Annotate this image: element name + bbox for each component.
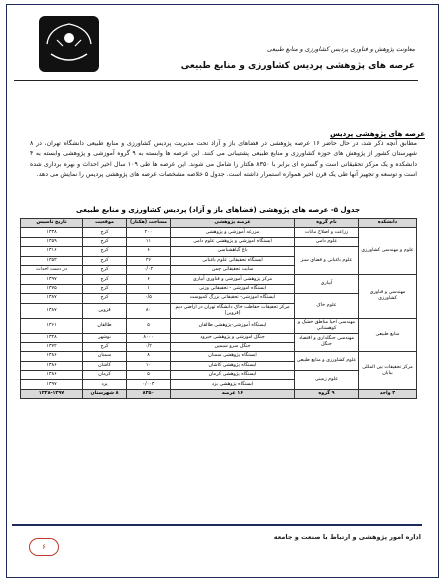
area-cell: ۶ xyxy=(127,247,171,256)
field-cell: مزرعه آموزشی و پژوهشی xyxy=(171,228,295,237)
area-cell: ۱۱ xyxy=(127,237,171,246)
table-row xyxy=(21,333,417,342)
page-title: عرصه های پژوهشی پردیس کشاورزی و منابع طبیعی xyxy=(180,61,415,71)
date-cell: ۱۳۹۷ xyxy=(21,380,83,389)
total-area: ۸۳۵۰ xyxy=(127,389,171,398)
field-cell: سایت تحقیقاتی چمن xyxy=(171,265,295,274)
field-cell: مرکز تحقیقات حفاظت خاک دانشگاه تهران در اراضی دیم (قزوین) xyxy=(171,303,295,318)
date-cell: ۱۳۳۸ xyxy=(21,228,83,237)
date-cell: ۱۳۸۷ xyxy=(21,294,83,303)
section-paragraph: مطابق آنچه ذکر شد، در حال حاضر ۱۶ عرصه پژوهشی در فضاهای باز و آزاد تحت مدیریت پردیس کشاورزی و منابع طبیعی دانشگاه تهران، در ۸ شهرستان کشور از پژوهش های حوزه کشاورزی و منابع طبیعی پشتیبانی می کنند. این عرصه ها وابسته به ۹ گروه آموزشی و پژوهشی وابسته به ۴ دانشکده و یک مرکز تحقیقاتی است و گستره ای برابر با ۸۳۵۰ هکتار را شامل می شوند. این عرصه ها طی ۱۰۹ سال اخیر احداث و بهره برداری شده است و توسعه و تجهیز آنها طی یک قرن اخیر همواره استمرار داشته است. جدول ۵ خلاصه مشخصات عرصه های پژوهشی پردیس را نمایش می دهد. xyxy=(30,140,417,179)
area-cell: ۶ xyxy=(127,275,171,284)
area-cell: ۳۶ xyxy=(127,256,171,265)
table-row xyxy=(21,228,417,237)
field-cell: ایستگاه آموزشی - تحقیقاتی وزنی xyxy=(171,284,295,293)
location-cell: کرج xyxy=(83,256,127,265)
date-cell: ۱۳۸۶ xyxy=(21,352,83,361)
location-cell: سمنان xyxy=(83,352,127,361)
area-cell: ۱۰ xyxy=(127,361,171,370)
table-row xyxy=(21,294,417,303)
group-cell: زراعت و اصلاح نباتات xyxy=(295,228,359,237)
location-cell: طالقان xyxy=(83,318,127,333)
field-cell: باغ گیاهشناسی xyxy=(171,247,295,256)
area-cell: ۰/۰۰۴ xyxy=(127,380,171,389)
header-area: مساحت (هکتار) xyxy=(127,219,171,228)
field-cell: ایستگاه آموزشی- تحقیقاتی بزرگ کمپوست xyxy=(171,294,295,303)
location-cell: یزد xyxy=(83,380,127,389)
field-cell: ایستگاه پژوهشی کرمان xyxy=(171,371,295,380)
location-cell: کرج xyxy=(83,265,127,274)
table-row xyxy=(21,352,417,361)
field-cell: ایستگاه آموزشی-پژوهشی طالقان xyxy=(171,318,295,333)
footer-text: اداره امور پژوهشی و ارتباط با صنعت و جامعه xyxy=(273,533,421,541)
total-group: ۹ گروه xyxy=(295,389,359,398)
date-cell: ۱۳۵۳ xyxy=(21,256,83,265)
location-cell: کرمان xyxy=(83,371,127,380)
field-cell: جنگل آموزشی و پژوهشی خیرود xyxy=(171,333,295,342)
date-cell: ۱۳۸۶ xyxy=(21,361,83,370)
total-established: ۱۳۲۸-۱۳۹۷ xyxy=(21,389,83,398)
area-cell: ۰/۲ xyxy=(127,342,171,351)
location-cell: کاشان xyxy=(83,361,127,370)
total-faculty: ۴ واحد xyxy=(359,389,417,398)
field-cell: ایستگاه پژوهشی سمنان xyxy=(171,352,295,361)
area-cell: ۸۰۰۰ xyxy=(127,333,171,342)
area-cell: ۵ xyxy=(127,318,171,333)
area-cell: ۲۰۰ xyxy=(127,228,171,237)
group-cell: علوم دامی xyxy=(295,237,359,246)
location-cell: قزوین xyxy=(83,303,127,318)
date-cell: ۱۳۸۶ xyxy=(21,371,83,380)
date-cell: ۱۳۴۸ xyxy=(21,333,83,342)
university-logo xyxy=(37,14,101,74)
field-cell: ایستگاه پژوهشی کاشان xyxy=(171,361,295,370)
field-cell: ایستگاه تحقیقاتی علوم باغبانی xyxy=(171,256,295,265)
group-cell: مهندسی احیا مناطق خشک و کوهستانی xyxy=(295,318,359,333)
field-cell: جنگل سرو سیمین xyxy=(171,342,295,351)
department-name: معاونت پژوهش و فناوری پردیس کشاورزی و منابع طبیعی xyxy=(266,46,415,53)
area-cell: ۰/۰۲ xyxy=(127,265,171,274)
total-location: ۸ شهرستان xyxy=(83,389,127,398)
area-cell: ۵ xyxy=(127,371,171,380)
location-cell: کرج xyxy=(83,342,127,351)
header-field: عرصه پژوهشی xyxy=(171,219,295,228)
footer-divider xyxy=(12,524,422,526)
location-cell: کرج xyxy=(83,275,127,284)
area-cell: ۱ xyxy=(127,284,171,293)
total-field: ۱۶ عرصه xyxy=(171,389,295,398)
table-row xyxy=(21,237,417,246)
location-cell: کرج xyxy=(83,237,127,246)
group-cell: علوم زمینی xyxy=(295,371,359,390)
header-group: نام گروه xyxy=(295,219,359,228)
table-row xyxy=(21,371,417,380)
table-total-row xyxy=(21,389,417,398)
area-cell: ۸۰ xyxy=(127,303,171,318)
section-heading: عرصه های پژوهشی پردیس xyxy=(330,130,425,138)
area-cell: ۰/۵ xyxy=(127,294,171,303)
header-location: موقعیت xyxy=(83,219,127,228)
date-cell: ۱۳۷۲ xyxy=(21,342,83,351)
group-cell: علوم باغبانی و فضای سبز xyxy=(295,247,359,275)
header-divider xyxy=(14,80,418,81)
header-faculty: دانشکده xyxy=(359,219,417,228)
table-row xyxy=(21,275,417,284)
group-cell: علوم کشاورزی و منابع طبیعی xyxy=(295,352,359,371)
page-number: ۶ xyxy=(29,538,59,556)
location-cell: نوشهر xyxy=(83,333,127,342)
faculty-cell: مهندسی و فناوری کشاورزی xyxy=(359,275,417,318)
date-cell: ۱۳۷۵ xyxy=(21,284,83,293)
group-cell: آبیاری xyxy=(295,275,359,294)
table-header-row xyxy=(21,219,417,228)
location-cell: کرج xyxy=(83,247,127,256)
group-cell: علوم خاک xyxy=(295,294,359,318)
field-cell: ایستگاه پژوهشی یزد xyxy=(171,380,295,389)
faculty-cell: منابع طبیعی xyxy=(359,318,417,352)
group-cell: مهندسی جنگلداری و اقتصاد جنگل xyxy=(295,333,359,352)
location-cell: کرج xyxy=(83,228,127,237)
date-cell: ۱۳۶۱ xyxy=(21,318,83,333)
table-row xyxy=(21,318,417,333)
date-cell: ۱۳۸۷ xyxy=(21,303,83,318)
field-cell: ایستگاه آموزشی و پژوهشی علوم دامی xyxy=(171,237,295,246)
faculty-cell: مرکز تحقیقات بین المللی بیابان xyxy=(359,352,417,390)
research-fields-table xyxy=(20,218,417,399)
location-cell: کرج xyxy=(83,284,127,293)
date-cell: ۱۳۱۶ xyxy=(21,247,83,256)
table-row xyxy=(21,247,417,256)
header-established: تاریخ تاسیس xyxy=(21,219,83,228)
faculty-cell: علوم و مهندسی کشاورزی xyxy=(359,228,417,275)
date-cell: ۱۳۹۷ xyxy=(21,275,83,284)
location-cell: کرج xyxy=(83,294,127,303)
field-cell: مرکز پژوهشی آموزشی و فناوری آبیاری xyxy=(171,275,295,284)
date-cell: ۱۳۵۹ xyxy=(21,237,83,246)
date-cell: در دست احداث xyxy=(21,265,83,274)
table-caption: جدول ۵- عرصه های پژوهشی (فضاهای باز و آزاد) پردیس کشاورزی و منابع طبیعی xyxy=(76,206,360,214)
area-cell: ۸ xyxy=(127,352,171,361)
